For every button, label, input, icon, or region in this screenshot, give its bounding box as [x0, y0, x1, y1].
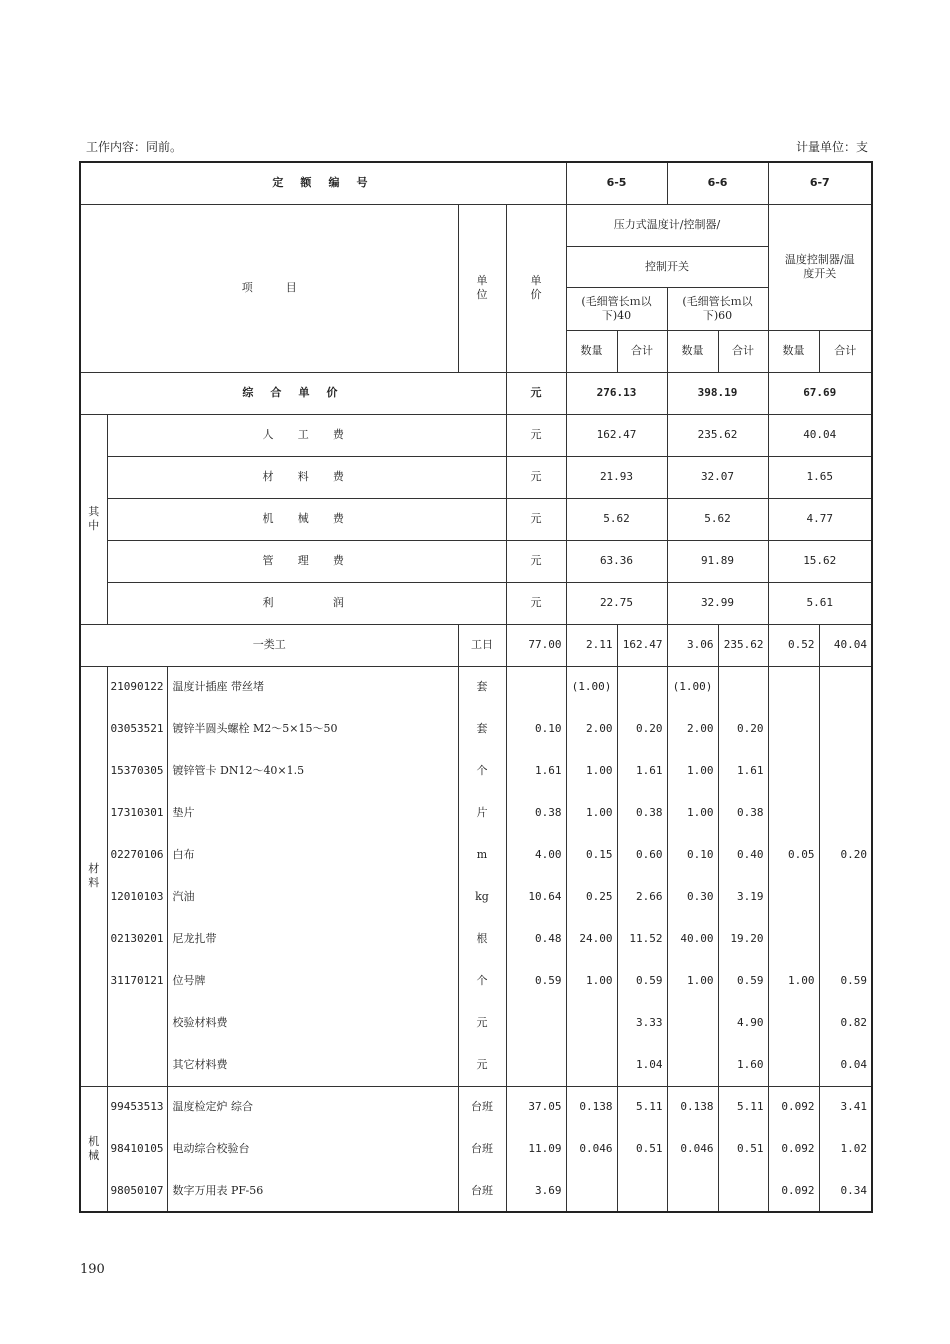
item-cell: 2.00 [566, 708, 617, 750]
item-cell: 3.41 [819, 1086, 872, 1128]
item-cell: 0.046 [566, 1128, 617, 1170]
item-price [506, 1044, 566, 1086]
material-row [80, 666, 872, 708]
item-cell [667, 1002, 718, 1044]
item-unit: 个 [458, 960, 506, 1002]
item-cell: (1.00) [566, 666, 617, 708]
labor-price: 77.00 [506, 624, 566, 666]
material-row [80, 1044, 872, 1086]
cost-row [80, 414, 872, 456]
item-cell: 2.66 [617, 876, 667, 918]
item-cell: 1.61 [718, 750, 768, 792]
item-code: 17310301 [107, 792, 167, 834]
group-title-line1: 压力式温度计/控制器/ [566, 204, 768, 246]
qty-header: 数量 [768, 330, 819, 372]
item-cell: 0.38 [617, 792, 667, 834]
item-cell: 0.138 [566, 1086, 617, 1128]
item-cell: 1.00 [768, 960, 819, 1002]
item-unit: 元 [458, 1044, 506, 1086]
item-cell: 0.092 [768, 1128, 819, 1170]
total-price-6-6: 398.19 [667, 372, 768, 414]
item-price: 0.10 [506, 708, 566, 750]
item-cell: 0.04 [819, 1044, 872, 1086]
item-cell: 0.15 [566, 834, 617, 876]
item-cell: 19.20 [718, 918, 768, 960]
code-6-5: 6-5 [566, 162, 667, 204]
item-cell: 1.00 [566, 750, 617, 792]
item-cell: 1.00 [566, 792, 617, 834]
item-cell: 0.51 [718, 1128, 768, 1170]
item-cell: 1.00 [566, 960, 617, 1002]
item-cell [768, 666, 819, 708]
cost-label: 机 械 费 [107, 498, 506, 540]
item-cell: 1.00 [667, 792, 718, 834]
machine-row [80, 1086, 872, 1128]
item-cell [718, 666, 768, 708]
price-header: 单 价 [506, 204, 566, 372]
total-price-label: 综 合 单 价 [80, 372, 506, 414]
item-unit: 套 [458, 666, 506, 708]
cost-value: 40.04 [768, 414, 872, 456]
labor-cell: 162.47 [617, 624, 667, 666]
item-cell: 11.52 [617, 918, 667, 960]
item-cell: 0.60 [617, 834, 667, 876]
subtitle-6-5: (毛细管长ｍ以 下)40 [566, 287, 667, 330]
group-title-line2: 控制开关 [566, 246, 768, 287]
item-name: 尼龙扎带 [167, 918, 458, 960]
item-cell: 2.00 [667, 708, 718, 750]
item-cell: 1.04 [617, 1044, 667, 1086]
item-cell: 0.20 [819, 834, 872, 876]
item-name: 垫片 [167, 792, 458, 834]
labor-cell: 0.52 [768, 624, 819, 666]
cost-label: 利 润 [107, 582, 506, 624]
item-unit: 片 [458, 792, 506, 834]
cost-label: 管 理 费 [107, 540, 506, 582]
item-name: 镀锌管卡 DN12～40×1.5 [167, 750, 458, 792]
item-cell: 0.59 [617, 960, 667, 1002]
item-cell: 0.59 [718, 960, 768, 1002]
item-cell: 0.25 [566, 876, 617, 918]
item-cell [819, 750, 872, 792]
item-cell: 3.33 [617, 1002, 667, 1044]
item-code: 02270106 [107, 834, 167, 876]
item-price: 0.38 [506, 792, 566, 834]
item-cell: 0.046 [667, 1128, 718, 1170]
item-cell [768, 708, 819, 750]
item-cell: 40.00 [667, 918, 718, 960]
cost-value: 15.62 [768, 540, 872, 582]
cost-value: 22.75 [566, 582, 667, 624]
cost-value: 235.62 [667, 414, 768, 456]
item-price [506, 666, 566, 708]
item-unit: 个 [458, 750, 506, 792]
labor-cell: 40.04 [819, 624, 872, 666]
item-name: 数字万用表 PF-56 [167, 1170, 458, 1212]
item-cell [768, 876, 819, 918]
item-cell: (1.00) [667, 666, 718, 708]
page-number: 190 [80, 1262, 105, 1277]
item-unit: m [458, 834, 506, 876]
item-name: 校验材料费 [167, 1002, 458, 1044]
item-code: 31170121 [107, 960, 167, 1002]
cost-value: 162.47 [566, 414, 667, 456]
item-name: 温度计插座 带丝堵 [167, 666, 458, 708]
item-cell: 0.59 [819, 960, 872, 1002]
item-unit: 套 [458, 708, 506, 750]
cost-value: 4.77 [768, 498, 872, 540]
item-cell [768, 750, 819, 792]
item-cell: 4.90 [718, 1002, 768, 1044]
item-price: 1.61 [506, 750, 566, 792]
machine-row [80, 1128, 872, 1170]
item-cell: 0.82 [819, 1002, 872, 1044]
item-cell [819, 708, 872, 750]
quota-table [79, 161, 873, 1213]
item-cell: 0.30 [667, 876, 718, 918]
item-cell: 1.02 [819, 1128, 872, 1170]
item-cell: 0.51 [617, 1128, 667, 1170]
cost-value: 5.62 [667, 498, 768, 540]
material-row [80, 1002, 872, 1044]
item-cell [617, 1170, 667, 1212]
item-name: 温度检定炉 综合 [167, 1086, 458, 1128]
material-row [80, 960, 872, 1002]
cost-unit: 元 [506, 582, 566, 624]
item-cell: 0.34 [819, 1170, 872, 1212]
item-cell [819, 876, 872, 918]
cost-value: 5.61 [768, 582, 872, 624]
code-6-7: 6-7 [768, 162, 872, 204]
material-row [80, 708, 872, 750]
item-code: 99453513 [107, 1086, 167, 1128]
cost-unit: 元 [506, 456, 566, 498]
item-name: 汽油 [167, 876, 458, 918]
cost-row [80, 498, 872, 540]
item-unit: 台班 [458, 1170, 506, 1212]
cost-value: 32.99 [667, 582, 768, 624]
cost-unit: 元 [506, 414, 566, 456]
labor-unit: 工日 [458, 624, 506, 666]
cost-label: 人 工 费 [107, 414, 506, 456]
item-unit: 根 [458, 918, 506, 960]
subtitle-6-6: (毛细管长ｍ以 下)60 [667, 287, 768, 330]
item-unit: kg [458, 876, 506, 918]
item-price: 3.69 [506, 1170, 566, 1212]
item-code: 98410105 [107, 1128, 167, 1170]
cost-value: 63.36 [566, 540, 667, 582]
material-row [80, 834, 872, 876]
qizhong-label: 其 中 [80, 414, 107, 624]
cost-unit: 元 [506, 540, 566, 582]
item-cell: 0.092 [768, 1170, 819, 1212]
item-cell [617, 666, 667, 708]
work-content-label: 工作内容：同前。 [86, 140, 183, 154]
item-cell: 0.20 [617, 708, 667, 750]
item-price [506, 1002, 566, 1044]
labor-label: 一类工 [80, 624, 458, 666]
item-name: 其它材料费 [167, 1044, 458, 1086]
item-price: 11.09 [506, 1128, 566, 1170]
item-cell: 0.05 [768, 834, 819, 876]
cost-value: 5.62 [566, 498, 667, 540]
total-price-6-7: 67.69 [768, 372, 872, 414]
item-header: 项 目 [80, 204, 458, 372]
item-cell [768, 1044, 819, 1086]
cost-value: 1.65 [768, 456, 872, 498]
item-code [107, 1044, 167, 1086]
item-cell: 24.00 [566, 918, 617, 960]
code-6-6: 6-6 [667, 162, 768, 204]
sum-header: 合计 [819, 330, 872, 372]
item-price: 0.59 [506, 960, 566, 1002]
item-cell: 1.60 [718, 1044, 768, 1086]
material-row [80, 876, 872, 918]
item-cell [566, 1002, 617, 1044]
labor-cell: 235.62 [718, 624, 768, 666]
qty-header: 数量 [667, 330, 718, 372]
item-code: 21090122 [107, 666, 167, 708]
cost-unit: 元 [506, 498, 566, 540]
item-cell: 5.11 [617, 1086, 667, 1128]
qty-header: 数量 [566, 330, 617, 372]
item-cell [667, 1044, 718, 1086]
labor-row [80, 624, 872, 666]
item-cell [819, 918, 872, 960]
item-cell: 5.11 [718, 1086, 768, 1128]
item-price: 0.48 [506, 918, 566, 960]
total-price-unit: 元 [506, 372, 566, 414]
item-cell: 0.20 [718, 708, 768, 750]
item-cell: 0.092 [768, 1086, 819, 1128]
item-name: 电动综合校验台 [167, 1128, 458, 1170]
cost-row [80, 582, 872, 624]
material-label: 材 料 [80, 666, 107, 1086]
item-name: 镀锌半圆头螺栓 M2～5×15～50 [167, 708, 458, 750]
item-cell: 0.10 [667, 834, 718, 876]
item-unit: 元 [458, 1002, 506, 1044]
measure-unit-label: 计量单位：支 [795, 140, 868, 154]
item-name: 位号牌 [167, 960, 458, 1002]
item-code: 12010103 [107, 876, 167, 918]
cost-value: 21.93 [566, 456, 667, 498]
material-row [80, 792, 872, 834]
item-cell: 0.138 [667, 1086, 718, 1128]
item-code: 02130201 [107, 918, 167, 960]
item-cell: 0.38 [718, 792, 768, 834]
total-price-6-5: 276.13 [566, 372, 667, 414]
cost-label: 材 料 费 [107, 456, 506, 498]
labor-cell: 3.06 [667, 624, 718, 666]
quota-number-header: 定 额 编 号 [80, 162, 566, 204]
unit-header: 单 位 [458, 204, 506, 372]
material-row [80, 918, 872, 960]
item-cell: 0.40 [718, 834, 768, 876]
sum-header: 合计 [617, 330, 667, 372]
item-price: 10.64 [506, 876, 566, 918]
machine-label: 机 械 [80, 1086, 107, 1212]
cost-value: 91.89 [667, 540, 768, 582]
item-code: 98050107 [107, 1170, 167, 1212]
item-name: 白布 [167, 834, 458, 876]
item-unit: 台班 [458, 1128, 506, 1170]
material-row [80, 750, 872, 792]
item-cell [768, 792, 819, 834]
item-unit: 台班 [458, 1086, 506, 1128]
item-cell [718, 1170, 768, 1212]
item-cell: 1.61 [617, 750, 667, 792]
item-cell: 1.00 [667, 960, 718, 1002]
item-cell [566, 1170, 617, 1212]
machine-row [80, 1170, 872, 1212]
title-6-7: 温度控制器/温 度开关 [768, 204, 872, 330]
cost-value: 32.07 [667, 456, 768, 498]
item-cell: 3.19 [718, 876, 768, 918]
cost-row [80, 540, 872, 582]
item-cell [819, 666, 872, 708]
item-code [107, 1002, 167, 1044]
item-cell [667, 1170, 718, 1212]
item-cell: 1.00 [667, 750, 718, 792]
item-cell [566, 1044, 617, 1086]
item-code: 15370305 [107, 750, 167, 792]
item-cell [819, 792, 872, 834]
cost-row [80, 456, 872, 498]
item-cell [768, 918, 819, 960]
labor-cell: 2.11 [566, 624, 617, 666]
sum-header: 合计 [718, 330, 768, 372]
item-price: 37.05 [506, 1086, 566, 1128]
item-price: 4.00 [506, 834, 566, 876]
item-code: 03053521 [107, 708, 167, 750]
item-cell [768, 1002, 819, 1044]
